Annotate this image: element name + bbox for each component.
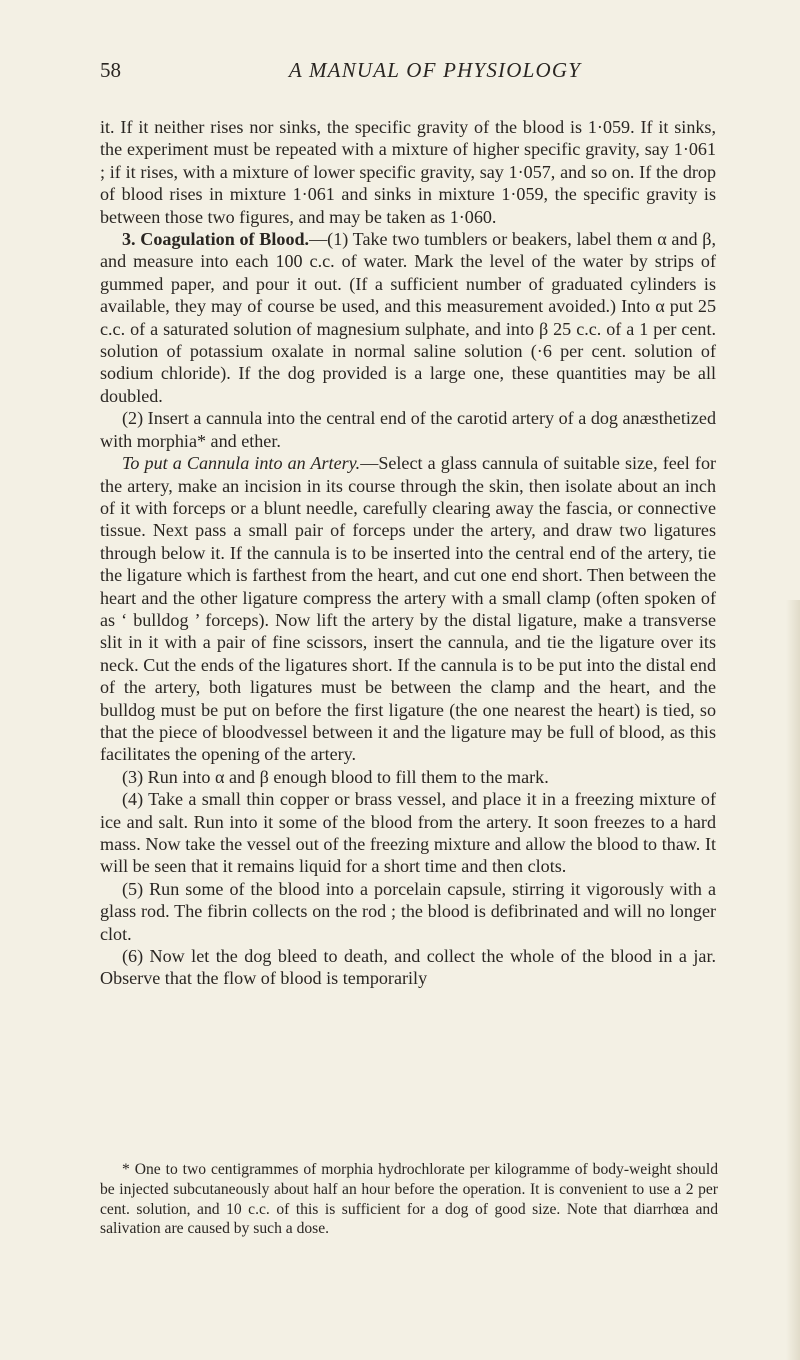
subheading-cannula-artery: To put a Cannula into an Artery. bbox=[122, 453, 361, 474]
paragraph-defibrination: (5) Run some of the blood into a porcelain capsule, stirring it vigorously with a glass rod. The fibrin collects on the rod ; the blood is defibrinated and will no longer clot. bbox=[100, 878, 716, 944]
paragraph-coagulation-text: —(1) Take two tumblers or beakers, label them α and β, and measure into each 100 c.c. of water. Mark the level of the water by strips of gummed paper, and pour it out. (If a sufficient number of graduated cylinders is available, they may of course be used, and this measurement avoided.) Into α put 25 c.c. of a saturated solution of magnesium sulphate, and into β 25 c.c. of a 1 per cent. solution of potassium oxalate in normal saline solution (·6 per cent. solution of sodium chloride). If the dog provided is a large one, these quantities may be all doubled. bbox=[100, 229, 716, 406]
footnote: * One to two centigrammes of morphia hydrochlorate per kilogramme of body-weight should be injected subcutaneously about half an hour before the operation. It is convenient to use a 2 per cent. solution, and 10 c.c. of this is sufficient for a dog of good size. Note that diarrhœa and salivation are caused by such a dose. bbox=[100, 1161, 718, 1238]
paragraph-cannula-artery-text: —Select a glass cannula of suitable size, feel for the artery, make an incision in its course through the skin, then isolate about an inch of it with forceps or a blunt needle, carefully clearing away the fascia, or connective tissue. Next pass a small pair of forceps under the artery, and draw two ligatures through below it. If the cannula is to be inserted into the central end of the artery, tie the ligature which is farthest from the heart, and cut one end short. Then between the heart and the other ligature compress the artery with a small clamp (often spoken of as ‘ bulldog ’ forceps). Now lift the artery by the distal ligature, make a transverse slit in it with a pair of fine scissors, insert the cannula, and tie the ligature over its neck. Cut the ends of the ligatures short. If the cannula is to be put into the distal end of the artery, both ligatures must be between the clamp and the heart, and the bulldog must be put on before the first ligature (the one nearest the heart) is tied, so that the piece of bloodvessel between it and the ligature may be full of blood, as this facilitates the opening of the artery. bbox=[100, 453, 717, 765]
page-number: 58 bbox=[100, 58, 121, 82]
paragraph-bleed: (6) Now let the dog bleed to death, and collect the whole of the blood in a jar. Observe that the flow of blood is temporarily bbox=[100, 946, 716, 989]
paragraph-specific-gravity-end: it. If it neither rises nor sinks, the specific gravity of the blood is 1·059. If it sinks, the experiment must be repeated with a mixture of higher specific gravity, say 1·061 ; if it rises, with a mixture of lower specific gravity, say 1·057, and so on. If the drop of blood rises in mixture 1·061 and sinks in mixture 1·059, the specific gravity is between those two figures, and may be taken as 1·060. bbox=[100, 117, 716, 227]
paragraph-insert-cannula: (2) Insert a cannula into the central end of the carotid artery of a dog anæsthetized with morphia* and ether. bbox=[100, 408, 716, 451]
body-text bbox=[100, 116, 716, 990]
section-heading-coagulation: 3. Coagulation of Blood. bbox=[122, 229, 310, 250]
page-header bbox=[100, 58, 720, 92]
page-edge-shadow bbox=[786, 600, 800, 1360]
paragraph-cannula-artery bbox=[100, 452, 716, 766]
paragraph-coagulation bbox=[100, 228, 716, 407]
running-title: A MANUAL OF PHYSIOLOGY bbox=[288, 58, 582, 82]
paragraph-freezing: (4) Take a small thin copper or brass vessel, and place it in a freezing mixture of ice and salt. Run into it some of the blood from the artery. It soon freezes to a hard mass. Now take the vessel out of the freezing mixture and allow the blood to thaw. It will be seen that it remains liquid for a short time and then clots. bbox=[100, 789, 716, 877]
paragraph-run-blood: (3) Run into α and β enough blood to fill them to the mark. bbox=[122, 766, 549, 787]
